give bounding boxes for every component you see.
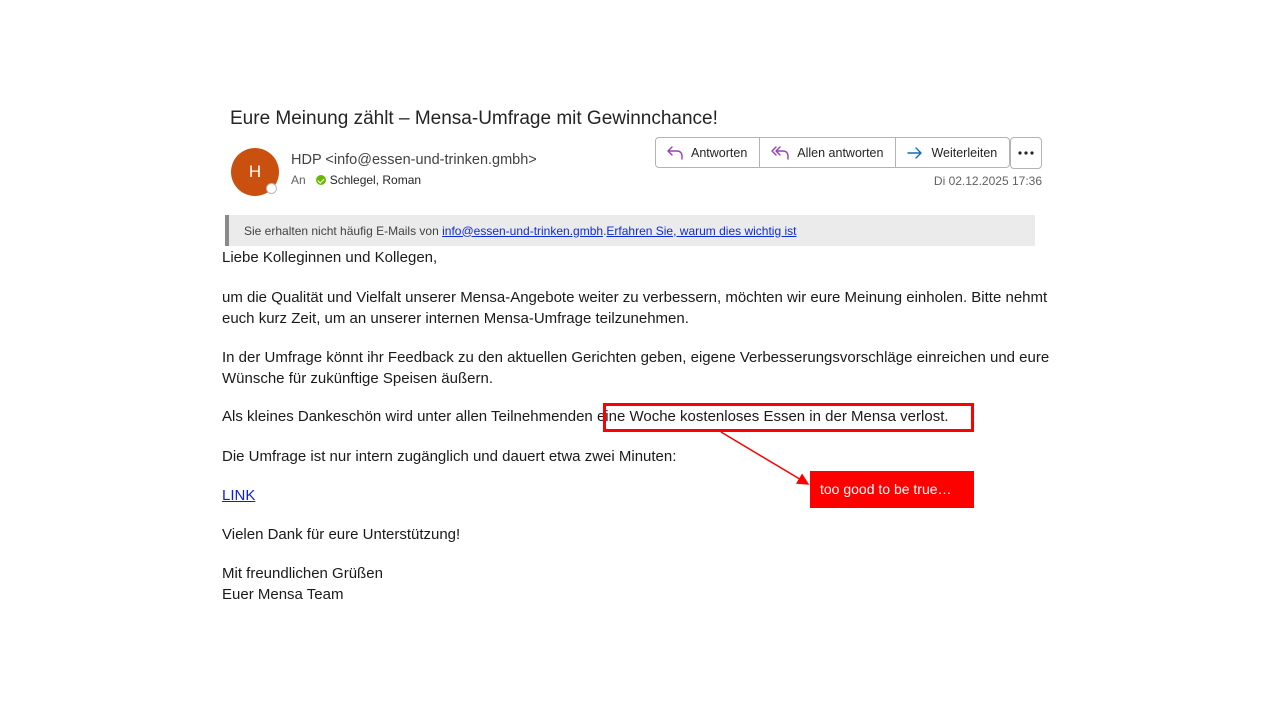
recipient-line [291, 173, 421, 187]
verified-check-icon [316, 175, 326, 185]
reply-icon [666, 145, 684, 161]
message-actions [655, 137, 1010, 168]
reply-all-icon [770, 145, 790, 161]
body-paragraph-4: Die Umfrage ist nur intern zugänglich und dauert etwa zwei Minuten: [222, 448, 677, 465]
to-label: An [291, 173, 306, 187]
forward-label: Weiterleiten [931, 145, 998, 160]
banner-learn-more-link[interactable]: Erfahren Sie, warum dies wichtig ist [606, 223, 797, 238]
banner-text: Sie erhalten nicht häufig E-Mails von [244, 223, 439, 238]
annotation-highlight-box [603, 403, 974, 432]
body-paragraph-1: um die Qualität und Vielfalt unserer Mensa-Angebote weiter zu verbessern, möchten wir eure Meinung einholen. Bitte nehmt euch kurz Zeit, um an unserer internen Mensa-Umfrage teilzunehmen. [222, 289, 1048, 327]
prize-text: eine Woche kostenloses Essen in der Mensa verlost. [596, 408, 949, 425]
email-subject: Eure Meinung zählt – Mensa-Umfrage mit Gewinnchance! [230, 108, 718, 129]
more-icon [1018, 151, 1034, 155]
annotation-callout: too good to be true… [810, 471, 974, 508]
body-paragraph-2: In der Umfrage könnt ihr Feedback zu den aktuellen Gerichten geben, eigene Verbesserungsvorschläge einreichen und eure Wünsche für zukünftige Speisen äußern. [222, 349, 1050, 387]
sent-date: Di 02.12.2025 17:36 [933, 174, 1042, 188]
reply-label: Antworten [691, 145, 748, 160]
prize-intro-text: Als kleines Dankeschön wird unter allen Teilnehmenden [222, 408, 597, 425]
reply-all-button[interactable] [759, 138, 895, 167]
sender-avatar[interactable]: H [231, 148, 279, 196]
banner-sender-link[interactable]: info@essen-und-trinken.gmbh [442, 223, 604, 238]
sender-address[interactable]: HDP <info@essen-und-trinken.gmbh> [291, 152, 537, 168]
more-actions-button[interactable] [1010, 137, 1042, 169]
recipient-name[interactable]: Schlegel, Roman [329, 173, 422, 187]
body-closing: Mit freundlichen Grüßen [222, 565, 383, 582]
body-signature: Euer Mensa Team [222, 586, 344, 603]
banner-separator: . [603, 223, 607, 238]
forward-button[interactable] [895, 138, 1009, 167]
presence-status-icon [266, 183, 277, 194]
reply-all-label: Allen antworten [797, 145, 884, 160]
reply-button[interactable] [656, 138, 759, 167]
body-thanks: Vielen Dank für eure Unterstützung! [222, 526, 461, 543]
forward-icon [906, 145, 924, 161]
first-contact-banner [225, 215, 1035, 246]
body-greeting: Liebe Kolleginnen und Kollegen, [222, 249, 438, 266]
survey-link[interactable]: LINK [222, 487, 256, 504]
